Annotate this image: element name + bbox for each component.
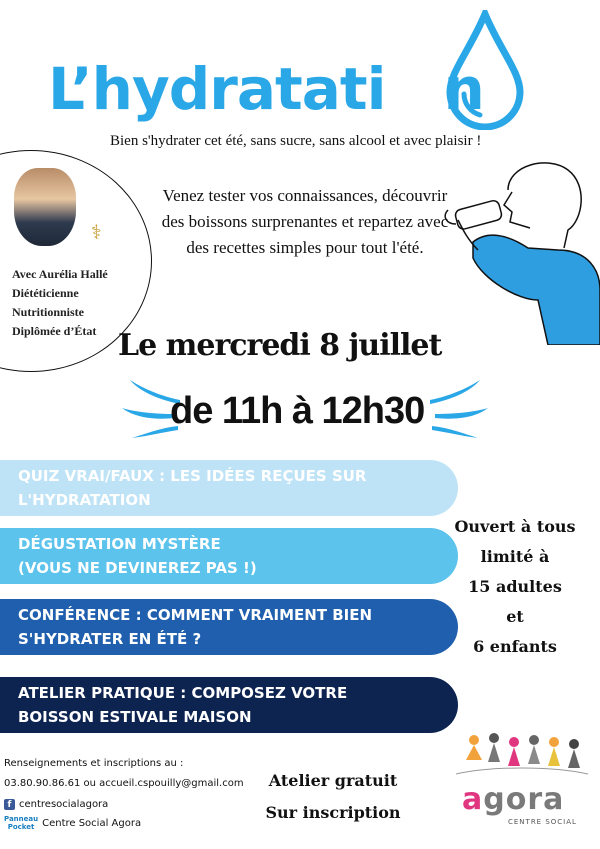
activity-bar-conference bbox=[0, 599, 458, 655]
capacity-line2: limité à bbox=[480, 547, 550, 566]
activity-degustation-line2: (VOUS NE DEVINEREZ PAS !) bbox=[18, 559, 257, 577]
facebook-icon: f bbox=[4, 799, 15, 810]
intro-text: Venez tester vos connaissances, découvrir des boissons surprenantes et repartez avec des recettes simples pour tout l'été. bbox=[161, 186, 449, 257]
author-title-3: Diplômée d’État bbox=[12, 324, 97, 338]
activity-degustation-line1: DÉGUSTATION MYSTÈRE bbox=[18, 535, 221, 553]
water-drop-icon bbox=[440, 10, 530, 130]
drinking-man-illustration bbox=[438, 150, 600, 345]
author-name: Avec Aurélia Hallé bbox=[12, 267, 108, 281]
author-info bbox=[12, 265, 108, 341]
panneau-label-2: Pocket bbox=[7, 823, 35, 831]
capacity-line4: et bbox=[506, 607, 524, 626]
splash-right-icon bbox=[420, 378, 490, 438]
activity-quiz-line1: QUIZ VRAI/FAUX : LES IDÉES REÇUES SUR bbox=[18, 467, 367, 485]
capacity-info bbox=[440, 512, 590, 662]
activity-quiz-line2: L'HYDRATATION bbox=[18, 491, 151, 509]
footer-free: Atelier gratuit bbox=[268, 771, 398, 790]
contact-heading: Renseignements et inscriptions au : bbox=[4, 758, 184, 769]
facebook-handle: centresocialagora bbox=[19, 799, 109, 810]
agora-logo-a: a bbox=[462, 782, 484, 817]
activity-atelier-line1: ATELIER PRATIQUE : COMPOSEZ VOTRE bbox=[18, 684, 348, 702]
activity-bar-degustation bbox=[0, 528, 458, 584]
footer-registration: Sur inscription bbox=[265, 803, 401, 822]
caduceus-icon: ⚕ bbox=[91, 220, 102, 244]
facebook-link[interactable] bbox=[4, 799, 108, 810]
panneau-name: Centre Social Agora bbox=[42, 817, 142, 829]
title-end: n bbox=[443, 55, 484, 123]
poster-title bbox=[48, 55, 484, 123]
event-date: Le mercredi 8 juillet bbox=[118, 328, 442, 363]
capacity-line5: 6 enfants bbox=[473, 637, 557, 656]
agora-people-illustration bbox=[452, 730, 592, 782]
event-time: de 11h à 12h30 bbox=[170, 390, 425, 432]
activity-atelier-line2: BOISSON ESTIVALE MAISON bbox=[18, 708, 252, 726]
panneau-label-1: Panneau bbox=[4, 815, 39, 823]
capacity-line1: Ouvert à tous bbox=[454, 517, 576, 536]
panneau-pocket-icon bbox=[4, 815, 38, 831]
agora-logo-word bbox=[462, 782, 564, 817]
activity-bar-quiz bbox=[0, 460, 458, 516]
activity-conference-line2: S'HYDRATER EN ÉTÉ ? bbox=[18, 630, 202, 648]
capacity-line3: 15 adultes bbox=[468, 577, 562, 596]
agora-logo-subtitle: CENTRE SOCIAL bbox=[508, 818, 577, 826]
author-photo bbox=[14, 168, 76, 246]
author-title-2: Nutritionniste bbox=[12, 305, 84, 319]
contact-phone-email[interactable]: 03.80.90.86.61 ou accueil.cspouilly@gmail.com bbox=[4, 778, 244, 789]
author-title-1: Diététicienne bbox=[12, 286, 79, 300]
activity-conference-line1: CONFÉRENCE : COMMENT VRAIMENT BIEN bbox=[18, 606, 373, 624]
panneau-pocket-link[interactable] bbox=[4, 815, 141, 831]
title-main: L’hydratati bbox=[48, 55, 386, 123]
agora-logo-rest: gora bbox=[483, 782, 565, 817]
footer-note bbox=[258, 765, 408, 829]
subtitle: Bien s'hydrater cet été, sans sucre, sans alcool et avec plaisir ! bbox=[110, 133, 482, 149]
activity-bar-atelier bbox=[0, 677, 458, 733]
